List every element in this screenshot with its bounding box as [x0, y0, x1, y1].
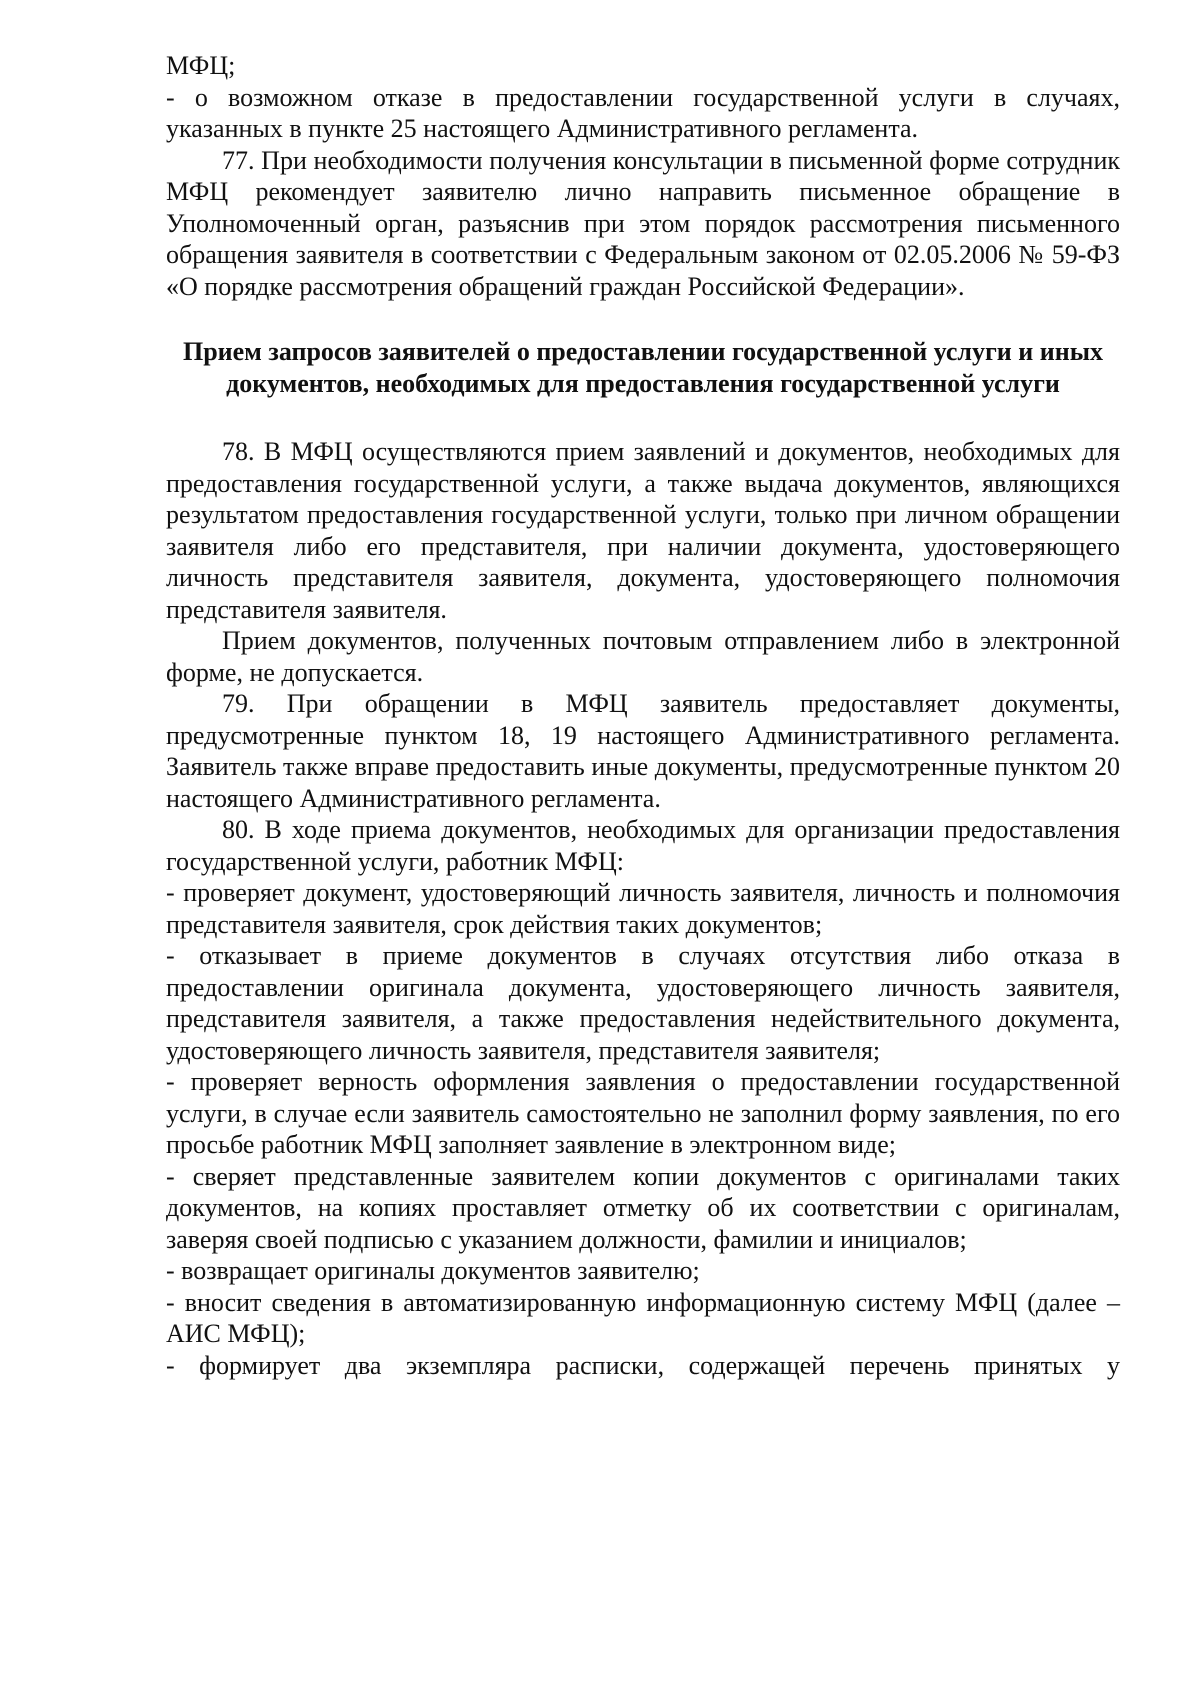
paragraph-b2: - отказывает в приеме документов в случаях отсутствия либо отказа в предоставлении оригинала документа, удостоверяющего личность заявителя, представителя заявителя, а также предоставления недействительного документа, удостоверяющего личность заявителя, представителя заявителя; [166, 941, 1120, 1065]
paragraph-mfc-line: МФЦ; [166, 51, 236, 80]
paragraph-p78: 78. В МФЦ осуществляются прием заявлений и документов, необходимых для предоставления государственной услуги, а также выдача документов, являющихся результатом предоставления государственной услуги, только при личном обращении заявителя либо его представителя, при наличии документа, удостоверяющего личность представителя заявителя, документа, удостоверяющего полномочия представителя заявителя. [166, 437, 1120, 624]
section-heading: Прием запросов заявителей о предоставлении государственной услуги и иных документов, необходимых для предоставления государственной услуги [182, 337, 1104, 398]
document-bottom-block [166, 436, 1120, 1381]
paragraph-b4: - сверяет представленные заявителем копии документов с оригиналами таких документов, на копиях проставляет отметку об их соответствии с оригиналам, заверяя своей подписью с указанием должности, фамилии и инициалов; [166, 1161, 1120, 1254]
paragraph-b5: - возвращает оригиналы документов заявителю; [166, 1256, 700, 1285]
paragraph-p77: 77. При необходимости получения консультации в письменной форме сотрудник МФЦ рекомендует заявителю лично направить письменное обращение в Уполномоченный орган, разъяснив при этом порядок рассмотрения письменного обращения заявителя в соответствии с Федеральным законом от 02.05.2006 № 59-ФЗ «О порядке рассмотрения обращений граждан Российской Федерации». [166, 145, 1120, 301]
document-top-block [166, 50, 1120, 302]
paragraph-b3: - проверяет верность оформления заявления о предоставлении государственной услуги, в случае если заявитель самостоятельно не заполнил форму заявления, по его просьбе работник МФЦ заполняет заявление в электронном виде; [166, 1067, 1120, 1159]
paragraph-p80: 80. В ходе приема документов, необходимых для организации предоставления государственной услуги, работник МФЦ: [166, 815, 1120, 876]
paragraph-refusal-line: - о возможном отказе в предоставлении государственной услуги в случаях, указанных в пункте 25 настоящего Административного регламента. [166, 82, 1120, 143]
paragraph-p79: 79. При обращении в МФЦ заявитель предоставляет документы, предусмотренные пунктом 18, 19 настоящего Административного регламента. Заявитель также вправе предоставить иные документы, предусмотренные пунктом 20 настоящего Административного регламента. [166, 689, 1120, 813]
paragraph-p78b: Прием документов, полученных почтовым отправлением либо в электронной форме, не допускается. [166, 626, 1120, 687]
paragraph-b7: - формирует два экземпляра расписки, содержащей перечень принятых у [166, 1350, 1120, 1380]
paragraph-b6: - вносит сведения в автоматизированную информационную систему МФЦ (далее – АИС МФЦ); [166, 1287, 1120, 1348]
document-page [166, 50, 1120, 1381]
paragraph-b1: - проверяет документ, удостоверяющий личность заявителя, личность и полномочия представителя заявителя, срок действия таких документов; [166, 878, 1120, 939]
